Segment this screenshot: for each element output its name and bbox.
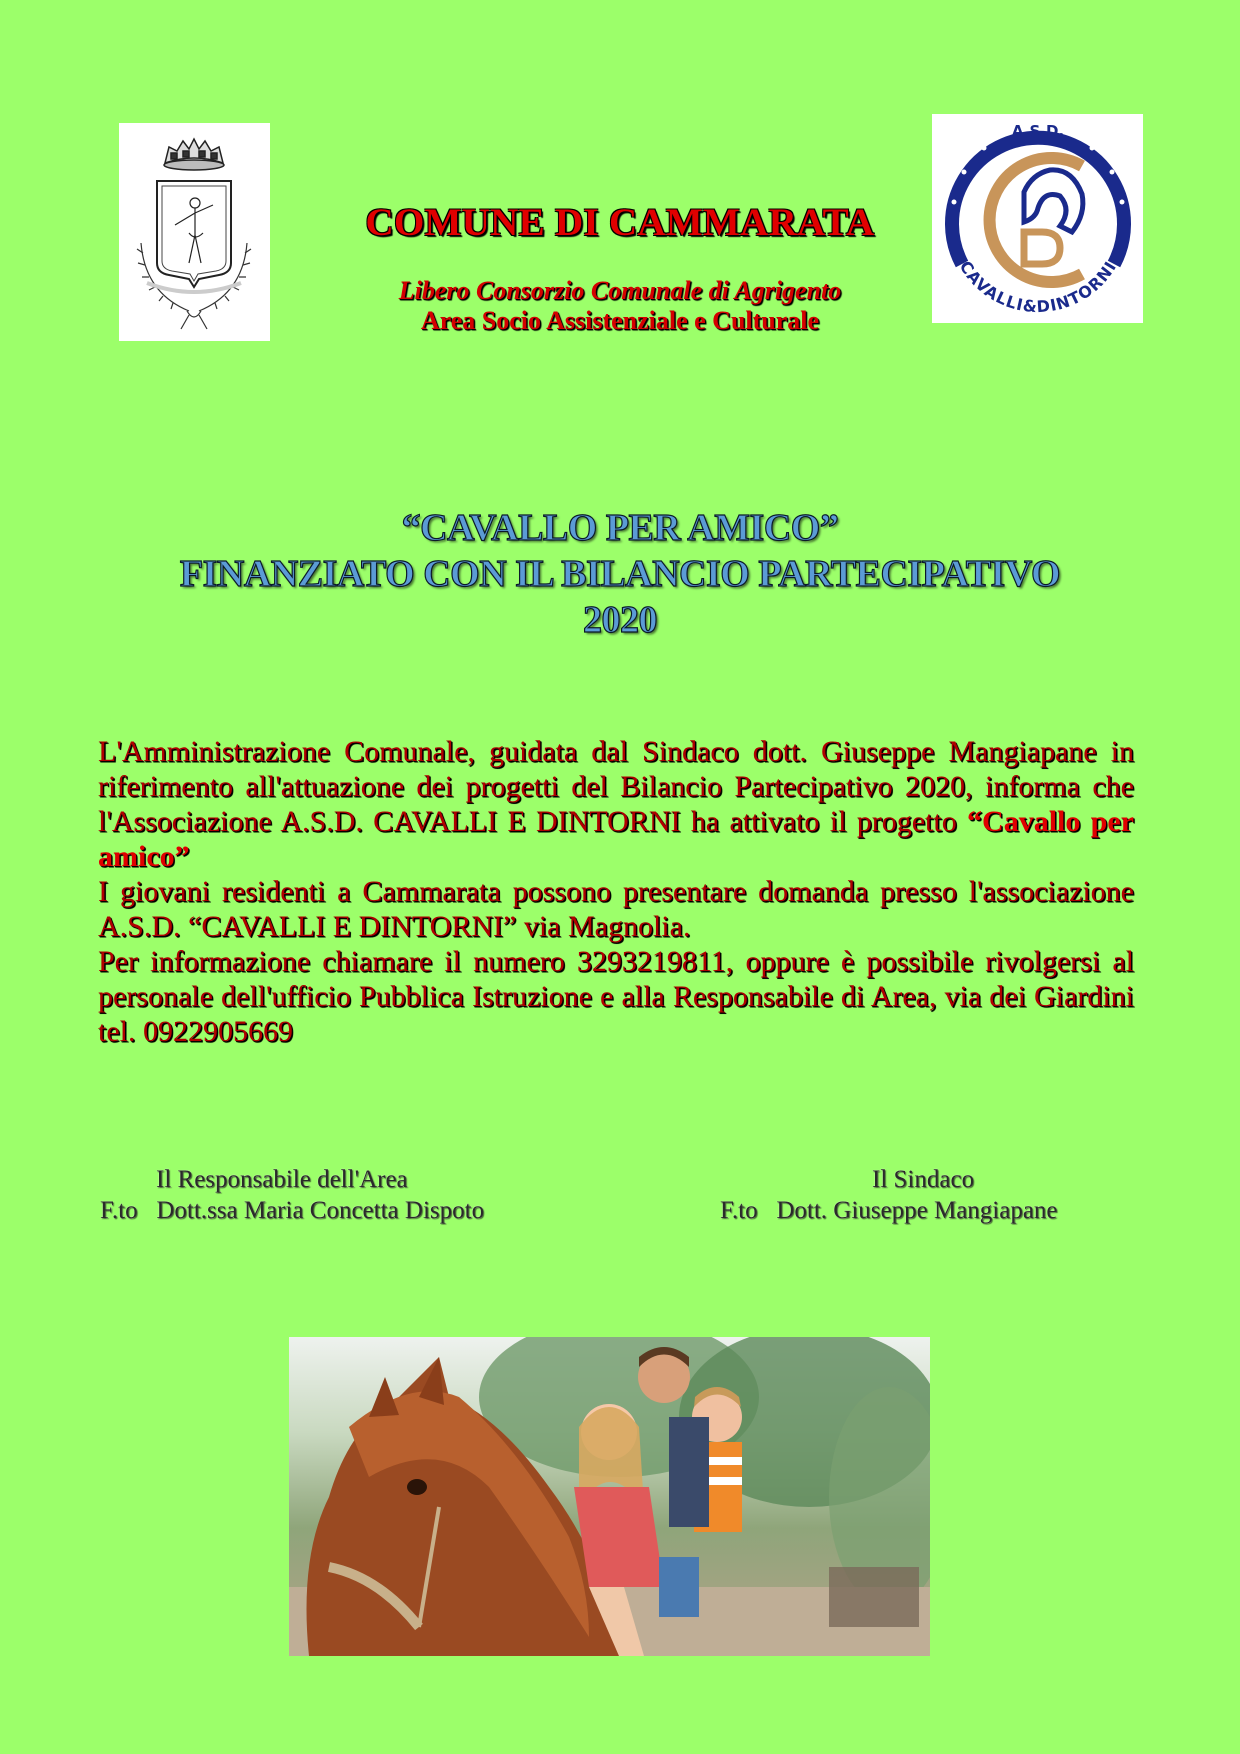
signature-mayor	[720, 1164, 1140, 1226]
department-subtitle: Area Socio Assistenziale e Culturale	[420, 306, 820, 335]
project-title-line-1: “CAVALLO PER AMICO”	[401, 507, 839, 549]
project-title	[0, 505, 1240, 643]
consortium-subtitle: Libero Consorzio Comunale di Agrigento	[398, 276, 842, 305]
project-title-line-3: 2020	[583, 599, 657, 641]
municipality-title: COMUNE DI CAMMARATA	[365, 201, 875, 244]
signature-area-manager	[100, 1164, 560, 1226]
paragraph-1-text: L'Amministrazione Comunale, guidata dal Sindaco dott. Giuseppe Mangiapane in riferimento all'attuazione dei progetti del Bilancio Partecipativo 2020, informa che l'Associazione A.S.D. CAVALLI E DINTORNI ha attivato il progetto	[98, 735, 1134, 838]
logo-cavalli-dintorni-text: CAVALLI&DINTORNI	[955, 257, 1121, 317]
children-riding-horse-photo	[289, 1337, 930, 1656]
logo-asd-text: A.S.D.	[1011, 122, 1065, 140]
project-title-line-2: FINANZIATO CON IL BILANCIO PARTECIPATIVO	[179, 553, 1061, 595]
paragraph-contact-info: Per informazione chiamare il numero 3293219811, oppure è possibile rivolgersi al personale dell'ufficio Pubblica Istruzione e alla Responsabile di Area, via dei Giardini tel. 0922905669	[98, 945, 1134, 1048]
signature-name: F.to Dott.ssa Maria Concetta Dispoto	[100, 1197, 485, 1224]
paragraph-application-info: I giovani residenti a Cammarata possono presentare domanda presso l'associazione A.S.D. “CAVALLI E DINTORNI” via Magnolia.	[98, 875, 1134, 943]
horse-photo-illustration	[289, 1337, 930, 1656]
announcement-body	[98, 734, 1134, 1049]
signature-name: F.to Dott. Giuseppe Mangiapane	[720, 1197, 1058, 1224]
paragraph-project-activation	[98, 734, 1134, 874]
project-name-highlight: “Cavallo per amico”	[98, 805, 1135, 873]
signature-role: Il Responsabile dell'Area	[156, 1166, 408, 1193]
signature-role: Il Sindaco	[872, 1166, 975, 1193]
